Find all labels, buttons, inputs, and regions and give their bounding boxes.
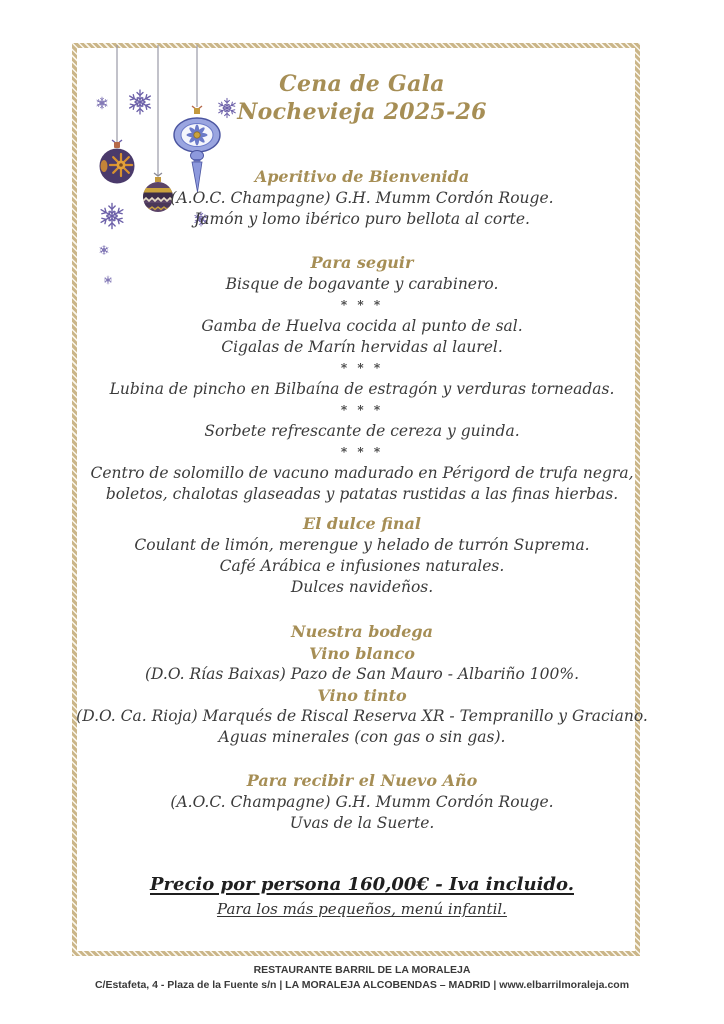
menu-item: Dulces navideños. xyxy=(290,578,434,596)
course-separator: * * * xyxy=(340,403,384,417)
menu-item: boletos, chalotas glaseadas y patatas rustidas a las finas hierbas. xyxy=(105,485,619,503)
menu-item: Centro de solomillo de vacuno madurado en Périgord de trufa negra, xyxy=(90,464,634,482)
section-heading-bodega: Nuestra bodega xyxy=(291,622,433,641)
section-heading-para-seguir: Para seguir xyxy=(310,253,414,272)
restaurant-name: RESTAURANTE BARRIL DE LA MORALEJA xyxy=(253,964,471,976)
price-line: Precio por persona 160,00€ - Iva incluido. xyxy=(150,874,574,895)
menu-item: Cigalas de Marín hervidas al laurel. xyxy=(221,338,503,356)
menu-item: Bisque de bogavante y carabinero. xyxy=(225,275,499,293)
section-aperitivo xyxy=(0,166,724,230)
section-heading-dulce-final: El dulce final xyxy=(303,514,421,533)
menu-item: Gamba de Huelva cocida al punto de sal. xyxy=(201,317,523,335)
menu-item: (A.O.C. Champagne) G.H. Mumm Cordón Rouge. xyxy=(170,189,554,207)
menu-item: (D.O. Ca. Rioja) Marqués de Riscal Reserva XR - Tempranillo y Graciano. xyxy=(76,707,648,725)
kids-menu-line: Para los más pequeños, menú infantil. xyxy=(217,900,507,918)
restaurant-address: C/Estafeta, 4 - Plaza de la Fuente s/n | LA MORALEJA ALCOBENDAS – MADRID | www.elbarrilmoraleja.com xyxy=(94,979,630,991)
menu-item: Jamón y lomo ibérico puro bellota al corte. xyxy=(194,210,530,228)
menu-item: Coulant de limón, merengue y helado de turrón Suprema. xyxy=(134,536,590,554)
menu-item: Lubina de pincho en Bilbaína de estragón y verduras torneadas. xyxy=(109,380,615,398)
section-bodega xyxy=(0,621,724,748)
section-heading-aperitivo: Aperitivo de Bienvenida xyxy=(254,167,470,186)
menu-item: (A.O.C. Champagne) G.H. Mumm Cordón Rouge. xyxy=(170,793,554,811)
course-separator: * * * xyxy=(340,298,384,312)
section-dulce-final xyxy=(0,513,724,598)
title-block xyxy=(0,70,724,126)
course-separator: * * * xyxy=(340,445,384,459)
menu-item: Café Arábica e infusiones naturales. xyxy=(219,557,505,575)
menu-item: Aguas minerales (con gas o sin gas). xyxy=(218,728,506,746)
menu-subtitle: Nochevieja 2025-26 xyxy=(237,99,487,125)
menu-item: Sorbete refrescante de cereza y guinda. xyxy=(204,422,520,440)
wine-subheading-tinto: Vino tinto xyxy=(317,686,407,705)
menu-title: Cena de Gala xyxy=(279,71,445,97)
course-separator: * * * xyxy=(340,361,384,375)
section-heading-nuevo-ano: Para recibir el Nuevo Año xyxy=(246,771,478,790)
section-para-seguir xyxy=(0,252,724,505)
footer xyxy=(0,963,724,993)
menu-item: (D.O. Rías Baixas) Pazo de San Mauro - Albariño 100%. xyxy=(144,665,580,683)
wine-subheading-blanco: Vino blanco xyxy=(309,644,415,663)
section-nuevo-ano xyxy=(0,770,724,834)
menu-item: Uvas de la Suerte. xyxy=(289,814,435,832)
